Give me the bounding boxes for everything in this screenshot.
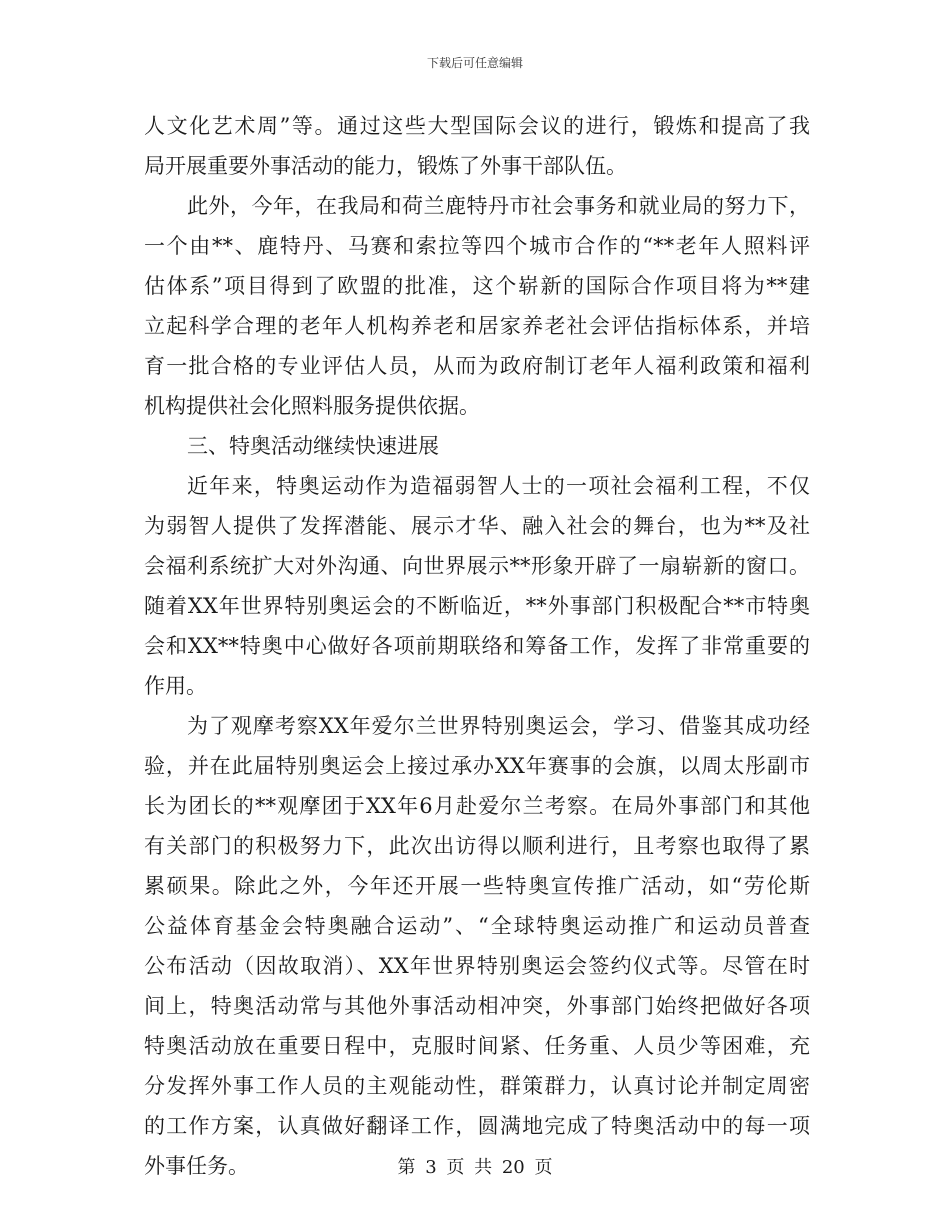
section-heading: 三、特奥活动继续快速进展: [187, 434, 439, 458]
text-line: 机构提供社会化照料服务提供依据。: [144, 394, 480, 418]
text-line: 作用。: [144, 674, 207, 698]
text-line: 的工作方案，认真做好翻译工作，圆满地完成了特奥活动中的每一项: [144, 1114, 810, 1138]
text-line: 公布活动（因故取消）、XX年世界特别奥运会签约仪式等。尽管在时: [144, 954, 810, 978]
text-line: 间上，特奥活动常与其他外事活动相冲突，外事部门始终把做好各项: [144, 994, 810, 1018]
text-line: 育一批合格的专业评估人员，从而为政府制订老年人福利政策和福利: [144, 354, 810, 378]
text-line: 为弱智人提供了发挥潜能、展示才华、融入社会的舞台，也为**及社: [144, 514, 810, 538]
text-line: 长为团长的**观摩团于XX年6月赴爱尔兰考察。在局外事部门和其他: [144, 794, 810, 818]
text-line: 有关部门的积极努力下，此次出访得以顺利进行，且考察也取得了累: [144, 834, 810, 858]
text-line: 会和XX**特奥中心做好各项前期联络和筹备工作，发挥了非常重要的: [144, 634, 810, 658]
text-line: 近年来，特奥运动作为造福弱智人士的一项社会福利工程，不仅: [187, 474, 810, 498]
text-line: 立起科学合理的老年人机构养老和居家养老社会评估指标体系，并培: [144, 314, 810, 338]
document-body: [144, 106, 810, 1186]
text-line: 此外，今年，在我局和荷兰鹿特丹市社会事务和就业局的努力下，: [187, 194, 810, 218]
text-line: 局开展重要外事活动的能力，锻炼了外事干部队伍。: [144, 154, 627, 178]
page-header-note: 下载后可任意编辑: [426, 56, 523, 70]
text-line: 公益体育基金会特奥融合运动”、“全球特奥运动推广和运动员普查: [144, 914, 810, 938]
text-line: 会福利系统扩大对外沟通、向世界展示**形象开辟了一扇崭新的窗口。: [144, 554, 810, 578]
text-line: 特奥活动放在重要日程中，克服时间紧、任务重、人员少等困难，充: [144, 1034, 810, 1058]
text-line: 外事任务。: [144, 1154, 249, 1178]
text-line: 为了观摩考察XX年爱尔兰世界特别奥运会，学习、借鉴其成功经: [187, 714, 810, 738]
text-line: 人文化艺术周”等。通过这些大型国际会议的进行，锻炼和提高了我: [144, 114, 810, 138]
text-line: 累硕果。除此之外，今年还开展一些特奥宣传推广活动，如“劳伦斯: [144, 874, 810, 898]
text-line: 一个由**、鹿特丹、马赛和索拉等四个城市合作的“**老年人照料评: [144, 234, 810, 258]
text-line: 随着XX年世界特别奥运会的不断临近，**外事部门积极配合**市特奥: [144, 594, 810, 618]
text-line: 分发挥外事工作人员的主观能动性，群策群力，认真讨论并制定周密: [144, 1074, 810, 1098]
text-line: 验，并在此届特别奥运会上接过承办XX年赛事的会旗，以周太彤副市: [144, 754, 810, 778]
page-number: 第 3 页 共 20 页: [397, 1157, 553, 1178]
text-line: 估体系”项目得到了欧盟的批准，这个崭新的国际合作项目将为**建: [144, 274, 810, 298]
